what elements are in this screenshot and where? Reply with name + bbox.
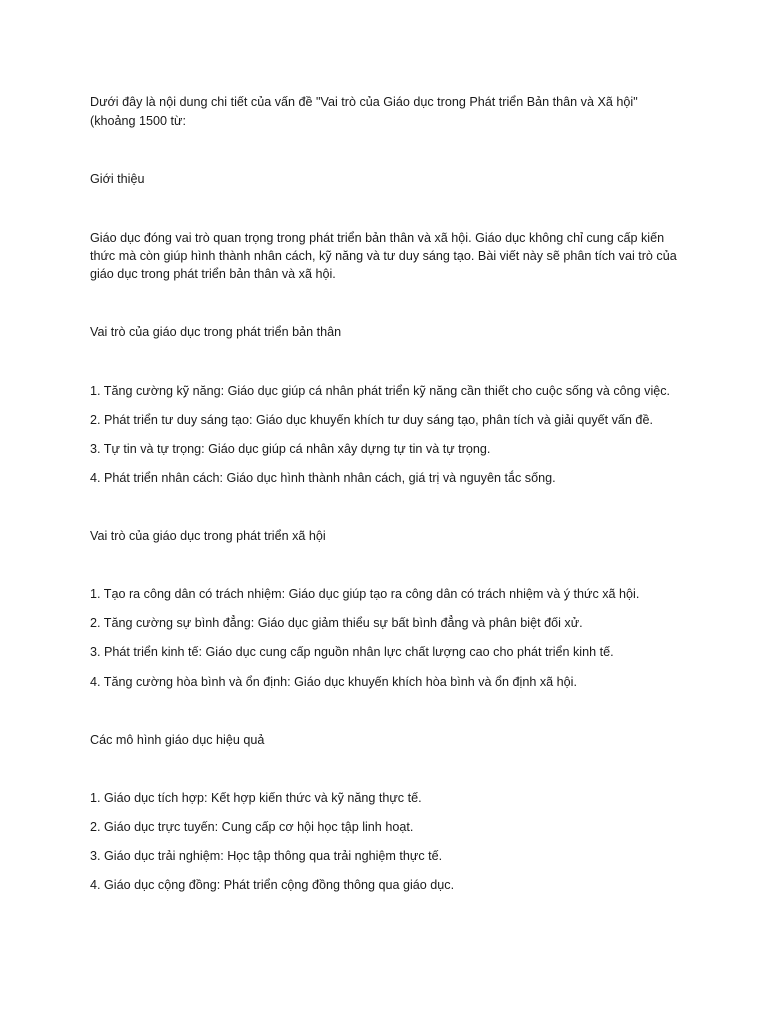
list-item: 1. Tăng cường kỹ năng: Giáo dục giúp cá nhân phát triển kỹ năng cần thiết cho cuộc sống và công việc. (90, 384, 671, 398)
list-item: 3. Tự tin và tự trọng: Giáo dục giúp cá nhân xây dựng tự tin và tự trọng. (90, 442, 491, 456)
section-heading-education-models: Các mô hình giáo dục hiệu quả (90, 733, 265, 747)
intro-line-1: Dưới đây là nội dung chi tiết của vấn đề "Vai trò của Giáo dục trong Phát triển Bản thân và Xã hội" (90, 95, 638, 109)
list-item: 1. Giáo dục tích hợp: Kết hợp kiến thức và kỹ năng thực tế. (90, 791, 422, 805)
list-item: 1. Tạo ra công dân có trách nhiệm: Giáo dục giúp tạo ra công dân có trách nhiệm và ý thức xã hội. (90, 587, 640, 601)
list-item: 2. Phát triển tư duy sáng tạo: Giáo dục khuyến khích tư duy sáng tạo, phân tích và giải quyết vấn đề. (90, 413, 653, 427)
section-heading-self-development: Vai trò của giáo dục trong phát triển bản thân (90, 325, 342, 339)
list-item: 4. Giáo dục cộng đồng: Phát triển cộng đồng thông qua giáo dục. (90, 878, 455, 892)
list-item: 2. Tăng cường sự bình đẳng: Giáo dục giảm thiểu sự bất bình đẳng và phân biệt đối xử. (90, 616, 583, 630)
intro-paragraph-line-1: Giáo dục đóng vai trò quan trọng trong phát triển bản thân và xã hội. Giáo dục không chỉ cung cấp kiến (90, 231, 665, 245)
intro-paragraph-line-3: giáo dục trong phát triển bản thân và xã hội. (90, 267, 336, 281)
heading-intro: Giới thiệu (90, 172, 145, 186)
list-item: 2. Giáo dục trực tuyến: Cung cấp cơ hội học tập linh hoạt. (90, 820, 414, 834)
list-item: 3. Phát triển kinh tế: Giáo dục cung cấp nguồn nhân lực chất lượng cao cho phát triển kinh tế. (90, 645, 614, 659)
section-heading-social-development: Vai trò của giáo dục trong phát triển xã hội (90, 529, 326, 543)
list-item: 4. Phát triển nhân cách: Giáo dục hình thành nhân cách, giá trị và nguyên tắc sống. (90, 471, 556, 485)
list-item: 4. Tăng cường hòa bình và ổn định: Giáo dục khuyến khích hòa bình và ổn định xã hội. (90, 675, 577, 689)
intro-paragraph-line-2: thức mà còn giúp hình thành nhân cách, kỹ năng và tư duy sáng tạo. Bài viết này sẽ phân tích vai trò của (90, 249, 677, 263)
intro-line-2: (khoảng 1500 từ: (90, 114, 186, 128)
list-item: 3. Giáo dục trải nghiệm: Học tập thông qua trải nghiệm thực tế. (90, 849, 443, 863)
